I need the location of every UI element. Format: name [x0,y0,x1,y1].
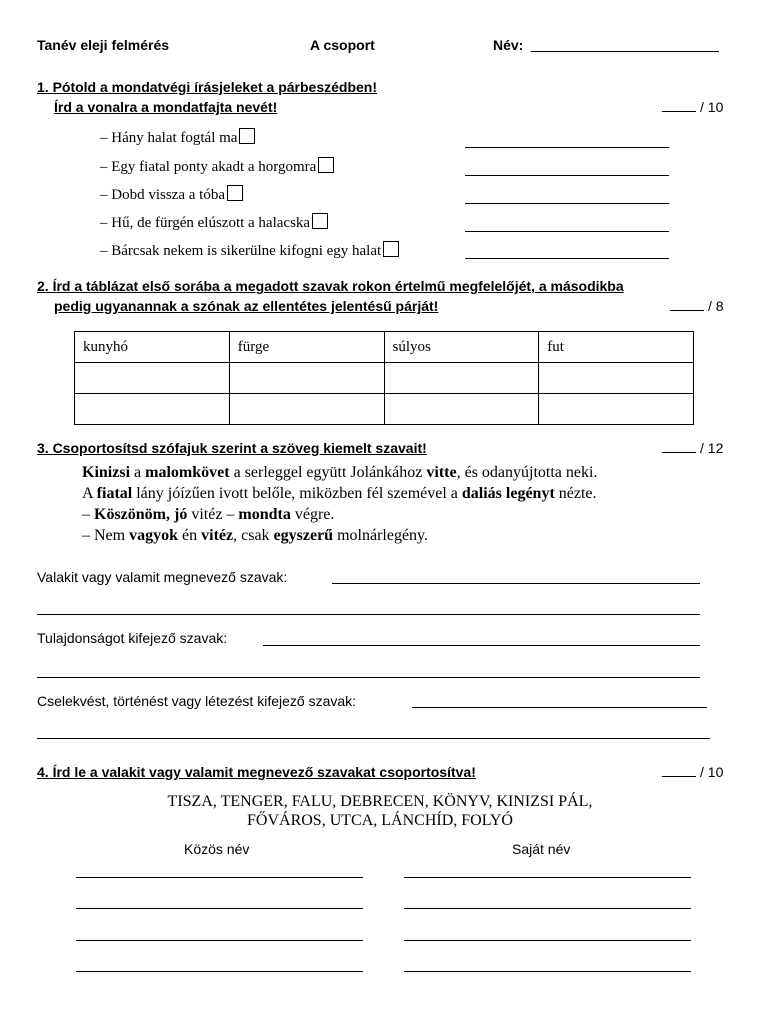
text-run: végre. [290,506,335,523]
task1-instruction-1: 1. Pótold a mondatvégi írásjeleket a párbeszédben! [37,79,377,95]
punctuation-box[interactable] [227,185,243,201]
test-title: Tanév eleji felmérés [37,37,170,53]
sentence-2 [100,157,334,176]
answer-line-1[interactable] [465,147,669,148]
common-noun-line[interactable] [76,908,363,909]
name-label: Név: [493,37,524,53]
highlighted-word: malomkövet [145,464,230,481]
task2-instruction-1: 2. Írd a táblázat első sorába a megadott szavak rokon értelmű megfelelőjét, a másodikba [37,278,624,294]
text-run: – [82,506,94,523]
text-run: vitéz – [187,506,239,523]
score-max: / 12 [700,440,724,456]
antonym-cell[interactable] [539,394,694,425]
adjectives-line-2[interactable] [37,677,700,678]
text-line-1 [82,462,597,483]
nouns-line-1[interactable] [332,583,700,584]
highlighted-word: Köszönöm, jó [94,506,188,523]
text-line-3 [82,504,597,525]
answer-line-4[interactable] [465,231,669,232]
text-run: a serleggel együtt Jolánkához [229,464,427,481]
name-input-line[interactable] [531,51,719,52]
punctuation-box[interactable] [318,157,334,173]
sentence-text: – Hány halat fogtál ma [100,130,238,146]
common-noun-heading: Közös név [184,841,250,857]
task2-score [670,298,724,314]
antonym-cell[interactable] [75,394,230,425]
punctuation-box[interactable] [383,241,399,257]
text-run: én [178,527,202,544]
word-cell: fürge [229,332,384,363]
score-blank[interactable] [670,298,704,311]
answer-line-5[interactable] [465,258,669,259]
proper-noun-heading: Saját név [512,841,571,857]
score-blank[interactable] [662,764,696,777]
highlighted-word: vitéz [201,527,234,544]
task1-instruction-2: Írd a vonalra a mondatfajta nevét! [54,99,278,115]
highlighted-word: fiatal [96,485,133,502]
verbs-label: Cselekvést, történést vagy létezést kifejező szavak: [37,693,357,709]
common-noun-line[interactable] [76,971,363,972]
proper-noun-line[interactable] [404,971,691,972]
proper-noun-line[interactable] [404,877,691,878]
sentence-text: – Hű, de fürgén elúszott a halacska [100,215,311,231]
punctuation-box[interactable] [239,128,255,144]
proper-noun-line[interactable] [404,908,691,909]
synonym-cell[interactable] [384,363,539,394]
text-run: molnárlegény. [333,527,429,544]
proper-noun-line[interactable] [404,940,691,941]
punctuation-box[interactable] [312,213,328,229]
score-blank[interactable] [662,99,696,112]
synonym-cell[interactable] [229,363,384,394]
answer-line-2[interactable] [465,175,669,176]
highlighted-word: vitte [426,464,457,481]
word-list-line-2: FŐVÁROS, UTCA, LÁNCHÍD, FOLYÓ [247,812,513,829]
highlighted-word: vagyok [129,527,179,544]
verbs-line-1[interactable] [412,707,707,708]
text-line-2 [82,483,597,504]
nouns-line-2[interactable] [37,614,700,615]
task3-instruction: 3. Csoportosítsd szófajuk szerint a szöveg kiemelt szavait! [37,440,427,456]
answer-line-3[interactable] [465,203,669,204]
sentence-4 [100,213,328,232]
text-run: a [130,464,146,481]
synonym-cell[interactable] [75,363,230,394]
text-run: , csak [233,527,274,544]
task3-score [662,440,723,456]
synonym-cell[interactable] [539,363,694,394]
task4-score [662,764,723,780]
score-max: / 10 [700,99,724,115]
antonym-cell[interactable] [384,394,539,425]
task4-instruction: 4. Írd le a valakit vagy valamit megnevező szavakat csoportosítva! [37,764,476,780]
highlighted-word: daliás legényt [461,485,555,502]
score-max: / 8 [708,298,724,314]
word-cell: fut [539,332,694,363]
score-max: / 10 [700,764,724,780]
word-table [74,331,694,425]
highlighted-word: Kinizsi [82,464,131,481]
reading-text [82,462,597,546]
highlighted-word: egyszerű [273,527,334,544]
word-list-line-1: TISZA, TENGER, FALU, DEBRECEN, KÖNYV, KINIZSI PÁL, [167,793,593,810]
highlighted-word: mondta [238,506,291,523]
task2-instruction-2: pedig ugyanannak a szónak az ellentétes jelentésű párját! [54,298,439,314]
sentence-1 [100,128,255,147]
text-run: nézte. [554,485,597,502]
common-noun-line[interactable] [76,940,363,941]
nouns-label: Valakit vagy valamit megnevező szavak: [37,569,288,585]
antonym-cell[interactable] [229,394,384,425]
score-blank[interactable] [662,440,696,453]
sentence-3 [100,185,243,204]
text-run: , és odanyújtotta neki. [456,464,598,481]
text-run: – Nem [82,527,130,544]
text-run: A [82,485,97,502]
task1-score [662,99,723,115]
word-cell: kunyhó [75,332,230,363]
verbs-line-2[interactable] [37,738,710,739]
adjectives-label: Tulajdonságot kifejező szavak: [37,630,228,646]
adjectives-line-1[interactable] [263,645,700,646]
word-cell: súlyos [384,332,539,363]
group-label: A csoport [310,37,375,53]
sentence-5 [100,241,399,260]
sentence-text: – Egy fiatal ponty akadt a horgomra [100,159,317,175]
sentence-text: – Bárcsak nekem is sikerülne kifogni egy halat [100,243,382,259]
text-line-4 [82,525,597,546]
common-noun-line[interactable] [76,877,363,878]
text-run: lány jóízűen ivott belőle, miközben fél szemével a [132,485,462,502]
sentence-text: – Dobd vissza a tóba [100,187,225,203]
